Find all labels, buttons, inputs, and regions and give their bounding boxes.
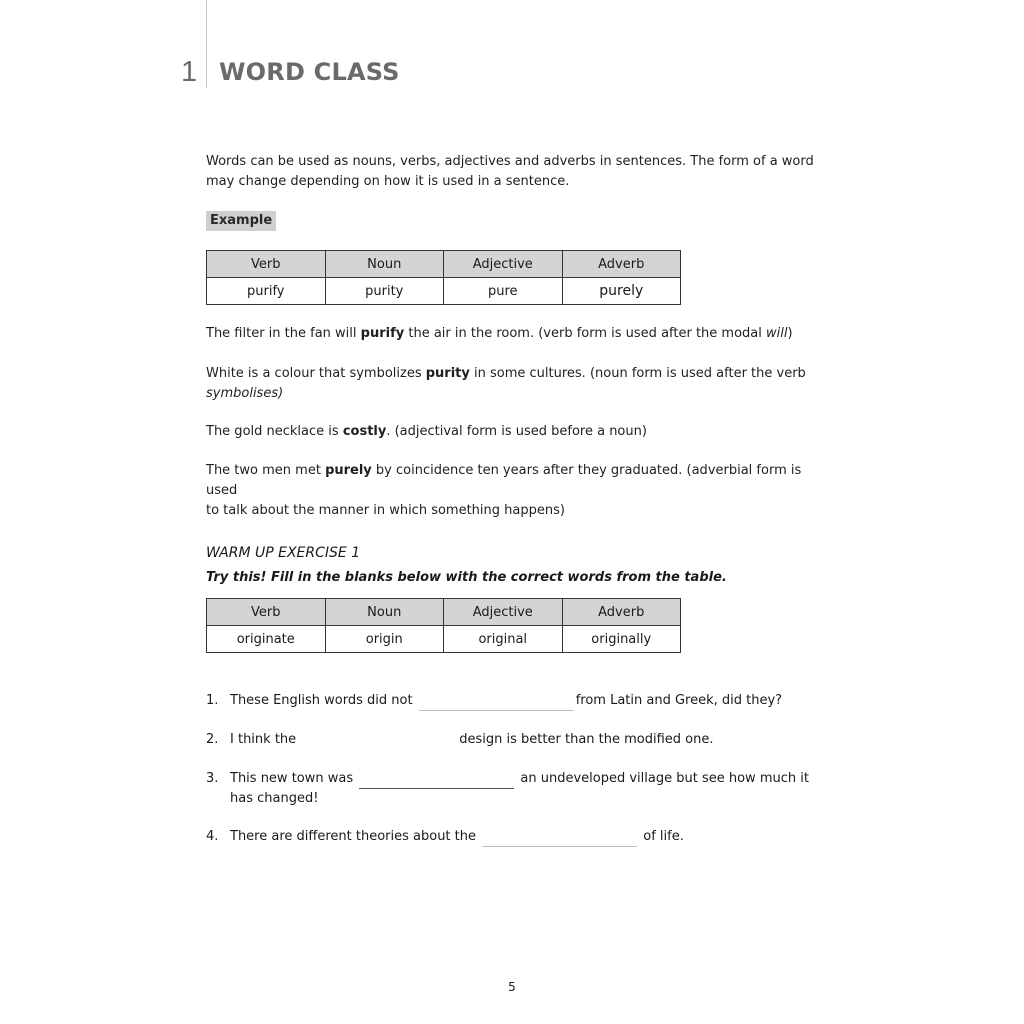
header-adverb: Adverb xyxy=(562,251,681,278)
sentence-keyword: purify xyxy=(360,326,405,341)
intro-line-2: may change depending on how it is used in a sentence. xyxy=(206,174,570,189)
question-text: of life. xyxy=(639,829,684,844)
question-text: This new town was xyxy=(230,771,358,786)
example-sentence-1 xyxy=(206,324,826,344)
sentence-text: The filter in the fan will xyxy=(206,326,361,341)
question-number-3: 3. xyxy=(206,771,219,786)
header-noun: Noun xyxy=(325,251,444,278)
exercise-instruction: Try this! Fill in the blanks below with the correct words from the table. xyxy=(206,570,727,585)
header-noun: Noun xyxy=(325,599,444,626)
question-text: an undeveloped village but see how much it xyxy=(516,771,809,786)
question-2 xyxy=(230,730,830,750)
cell-noun: purity xyxy=(325,278,444,305)
intro-paragraph xyxy=(206,152,826,192)
question-text: I think the xyxy=(230,732,301,747)
page-number: 5 xyxy=(508,980,516,994)
header-verb: Verb xyxy=(207,599,326,626)
sentence-text: ) xyxy=(787,326,793,341)
table-header-row xyxy=(207,599,681,626)
sentence-text: The gold necklace is xyxy=(206,424,343,439)
cell-verb: originate xyxy=(207,626,326,653)
cell-noun: origin xyxy=(325,626,444,653)
header-adjective: Adjective xyxy=(444,599,563,626)
cell-adverb: purely xyxy=(562,278,681,305)
example-sentence-3 xyxy=(206,422,826,442)
table-row xyxy=(207,626,681,653)
question-1 xyxy=(230,691,830,711)
question-4 xyxy=(230,827,830,847)
intro-line-1: Words can be used as nouns, verbs, adjectives and adverbs in sentences. The form of a word xyxy=(206,154,814,169)
sentence-text: The two men met xyxy=(206,463,326,478)
cell-verb: purify xyxy=(207,278,326,305)
answer-blank-4[interactable] xyxy=(482,832,637,847)
example-label: Example xyxy=(206,211,276,231)
sentence-italic: will xyxy=(766,326,788,341)
header-verb: Verb xyxy=(207,251,326,278)
question-text: design is better than the modified one. xyxy=(459,732,714,747)
question-number-1: 1. xyxy=(206,693,219,708)
sentence-italic: symbolises) xyxy=(206,386,284,401)
example-sentence-4 xyxy=(206,461,826,521)
chapter-title: WORD CLASS xyxy=(219,58,400,86)
sentence-text: in some cultures. (noun form is used after the verb xyxy=(469,366,806,381)
question-text: These English words did not xyxy=(230,693,417,708)
sentence-keyword: costly xyxy=(342,424,387,439)
sentence-text: to talk about the manner in which something happens) xyxy=(206,503,565,518)
cell-adverb: originally xyxy=(562,626,681,653)
table-row xyxy=(207,278,681,305)
table-header-row xyxy=(207,251,681,278)
question-number-4: 4. xyxy=(206,829,219,844)
sentence-text: White is a colour that symbolizes xyxy=(206,366,426,381)
cell-adjective: original xyxy=(444,626,563,653)
question-text: has changed! xyxy=(230,791,319,806)
exercise-title: WARM UP EXERCISE 1 xyxy=(206,545,361,561)
sentence-keyword: purity xyxy=(425,366,470,381)
question-text: from Latin and Greek, did they? xyxy=(575,693,783,708)
header-adverb: Adverb xyxy=(562,599,681,626)
question-text: There are different theories about the xyxy=(230,829,481,844)
chapter-divider-line xyxy=(206,0,207,88)
sentence-keyword: purely xyxy=(325,463,372,478)
question-3 xyxy=(230,769,830,809)
sentence-text: by coincidence ten years after they graduated. (adverbial form is used xyxy=(206,463,802,498)
answer-blank-3[interactable] xyxy=(359,774,514,789)
example-word-table xyxy=(206,250,681,305)
sentence-text: . (adjectival form is used before a noun) xyxy=(386,424,647,439)
cell-adjective: pure xyxy=(444,278,563,305)
answer-blank-2[interactable] xyxy=(302,736,457,750)
answer-blank-1[interactable] xyxy=(419,696,574,711)
example-sentence-2 xyxy=(206,364,826,404)
sentence-text: the air in the room. (verb form is used after the modal xyxy=(404,326,766,341)
chapter-number: 1 xyxy=(181,56,198,88)
header-adjective: Adjective xyxy=(444,251,563,278)
question-number-2: 2. xyxy=(206,732,219,747)
exercise-word-table xyxy=(206,598,681,653)
